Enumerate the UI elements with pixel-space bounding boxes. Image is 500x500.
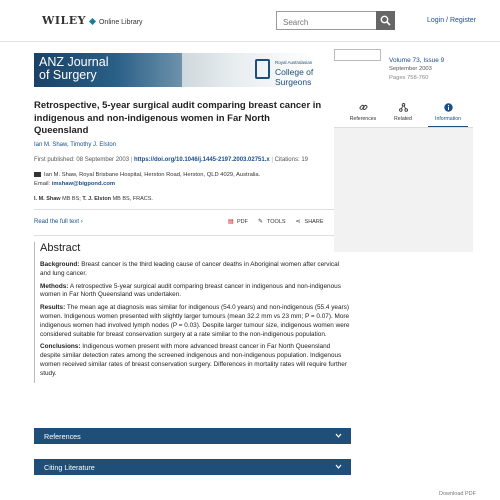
logo-diamond-icon xyxy=(89,18,96,25)
citing-literature-accordion[interactable] xyxy=(34,459,351,475)
link-icon xyxy=(359,103,368,112)
first-published-label: First published: xyxy=(34,157,75,163)
doi-link[interactable]: https://doi.org/10.1046/j.1445-2197.2003.02751.x xyxy=(133,157,270,163)
search-button[interactable] xyxy=(376,11,395,30)
chevron-down-icon xyxy=(335,432,342,439)
abstract-background xyxy=(40,261,351,279)
abstract-conclusions xyxy=(40,343,351,378)
share-icon: ⋖ xyxy=(295,219,301,225)
author-affiliations xyxy=(34,196,153,202)
conclusions-text: Indigenous women present with more advanced breast cancer in Far North Queensland despite similar detection rates among the screened indigenous and non-indigenous population. Indigenous women received similar rates of breast conservation surgery. Differences in mortality rates will require further study. xyxy=(40,343,347,377)
search-icon xyxy=(380,15,391,26)
email-label: Email: xyxy=(34,181,51,187)
journal-name-line1: ANZ Journal xyxy=(39,55,109,69)
page-range: Pages 758-760 xyxy=(389,75,429,81)
read-full-text-link[interactable] xyxy=(34,219,83,225)
banner-journal-area xyxy=(34,53,182,87)
pdf-button[interactable] xyxy=(228,219,248,225)
background-text: Breast cancer is the third leading cause of cancer deaths in Aboriginal women after cervical and lung cancer. xyxy=(40,261,340,277)
email-link[interactable]: imshaw@bigpond.com xyxy=(51,181,116,187)
search-input[interactable] xyxy=(277,14,376,31)
issue-date: September 2003 xyxy=(389,66,432,72)
separator: | xyxy=(271,157,275,163)
banner-college-area xyxy=(182,53,316,87)
share-label: SHARE xyxy=(304,219,324,225)
logo-subtitle: Online Library xyxy=(98,19,143,26)
logo-wordmark: WILEY xyxy=(42,14,86,27)
tab-related[interactable] xyxy=(380,101,426,126)
conclusions-label: Conclusions: xyxy=(40,343,81,351)
volume-issue-link[interactable]: Volume 73, Issue 9 xyxy=(389,57,445,64)
pdf-label: PDF xyxy=(237,219,248,225)
share-button[interactable] xyxy=(296,219,324,225)
abstract-methods xyxy=(40,283,351,301)
background-label: Background: xyxy=(40,261,80,268)
divider xyxy=(34,209,351,210)
article-tools xyxy=(228,219,324,225)
tab-related-label: Related xyxy=(394,116,412,122)
college-name-large: College of Surgeons xyxy=(275,67,314,87)
correspondence xyxy=(34,171,260,189)
journal-cover-image[interactable] xyxy=(334,49,381,61)
divider xyxy=(34,235,351,236)
affil-author-1: I. M. Shaw xyxy=(34,196,61,202)
results-label: Results: xyxy=(40,304,66,312)
tools-button[interactable] xyxy=(258,219,286,225)
envelope-icon xyxy=(34,172,41,177)
chevron-right-icon: › xyxy=(80,219,83,225)
correspondence-address: Ian M. Shaw, Royal Brisbane Hospital, Herston Road, Herston, QLD 4029, Australia. xyxy=(44,172,261,178)
top-bar xyxy=(0,0,500,42)
abstract-heading: Abstract xyxy=(40,242,81,254)
journal-banner[interactable] xyxy=(34,53,316,87)
chevron-down-icon xyxy=(335,463,342,470)
separator: | xyxy=(130,157,134,163)
publication-line xyxy=(34,157,308,163)
information-panel xyxy=(334,128,473,252)
affil-degree-2: MB BS, FRACS. xyxy=(112,196,153,202)
tab-information[interactable] xyxy=(425,101,471,126)
references-accordion[interactable] xyxy=(34,428,351,444)
search-field[interactable] xyxy=(276,11,377,30)
journal-name-line2: of Surgery xyxy=(39,68,97,82)
abstract-section xyxy=(34,242,351,383)
pdf-icon: ▤ xyxy=(228,219,234,225)
info-icon xyxy=(444,103,453,112)
affil-degree-1: MB BS; xyxy=(62,196,81,202)
first-published-date: 08 September 2003 xyxy=(76,157,130,163)
references-label: References xyxy=(44,431,81,441)
author-list[interactable]: Ian M. Shaw, Timothy J. Elston xyxy=(34,142,117,148)
methods-text: A retrospective 5-year surgical audit comparing breast cancer in indigenous and non-indigenous women in Far North Queensland was undertaken. xyxy=(40,282,341,299)
citing-literature-label: Citing Literature xyxy=(44,462,95,472)
article-title: Retrospective, 5-year surgical audit comparing breast cancer in indigenous and non-indigenous women in Far North Queensland xyxy=(34,100,322,136)
citation-count: Citations: 19 xyxy=(274,157,308,163)
network-icon xyxy=(399,103,408,112)
abstract-results xyxy=(40,304,351,339)
side-tabs xyxy=(334,101,473,126)
journal-name xyxy=(39,56,108,82)
login-register-link[interactable]: Login / Register xyxy=(427,17,477,24)
affil-author-2: T. J. Elston xyxy=(82,196,112,202)
college-crest-icon xyxy=(255,59,270,79)
results-text: The mean age at diagnosis was similar for indigenous (54.0 years) and non-indigenous (55.4 years) women. Indigenous women presented with slightly larger tumours (mean 32.2 mm vs 23 mm; P = 0.07). More indigenous women had involved lymph nodes (P = 0.03). Despite larger tumour size, indigenous women were considered suitable for breast conservation surgery at a rate similar to the non-indigenous population. xyxy=(40,304,350,338)
college-name-small: Royal Australasian xyxy=(275,60,313,65)
tab-information-label: Information xyxy=(435,116,461,122)
tools-label: TOOLS xyxy=(267,219,286,225)
download-pdf-link[interactable]: Download PDF xyxy=(439,491,476,497)
methods-label: Methods: xyxy=(40,282,69,290)
wiley-logo[interactable] xyxy=(42,14,143,27)
wrench-icon: ✎ xyxy=(258,219,264,225)
read-full-text-label: Read the full text xyxy=(34,219,80,225)
tab-references-label: References xyxy=(349,116,377,122)
